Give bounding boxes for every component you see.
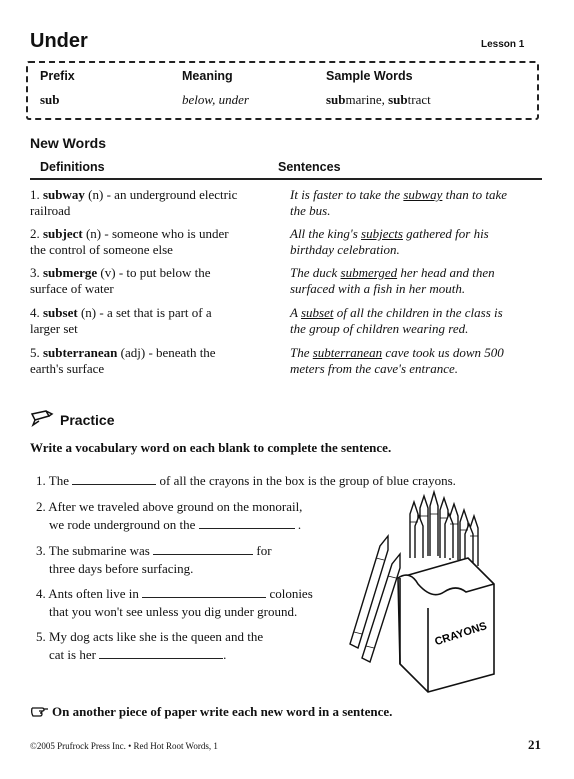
- practice-question: 4. Ants often live in colonies that you won't see unless you dig under ground.: [36, 586, 313, 619]
- practice-question: 1. The of all the crayons in the box is the group of blue crayons.: [36, 473, 456, 488]
- sample-separator: ,: [381, 92, 389, 107]
- sentence-item: It is faster to take the subway than to take the bus.: [290, 187, 508, 218]
- meaning-header: Meaning: [182, 69, 233, 83]
- definition-item: 5. subterranean (adj) - beneath the earth's surface: [30, 345, 216, 376]
- vocab-word: subway: [43, 187, 85, 202]
- new-words-heading: New Words: [30, 135, 106, 151]
- final-instruction: On another piece of paper write each new word in a sentence.: [52, 704, 393, 719]
- practice-heading: Practice: [60, 412, 115, 428]
- practice-question: 5. My dog acts like she is the queen and the cat is her .: [36, 629, 264, 662]
- practice-instruction: Write a vocabulary word on each blank to complete the sentence.: [30, 440, 392, 455]
- definitions-header: Definitions: [40, 160, 105, 174]
- vocab-word: subset: [43, 305, 78, 320]
- answer-blank[interactable]: [72, 472, 156, 485]
- meaning-value: below, under: [182, 92, 249, 107]
- answer-blank[interactable]: [142, 585, 266, 598]
- vocab-word: subject: [43, 226, 83, 241]
- prefix-header: Prefix: [40, 69, 75, 83]
- pointing-hand-icon: [30, 703, 50, 719]
- sample-word-prefix: sub: [326, 92, 346, 107]
- definition-item: 1. subway (n) - an underground electric railroad: [30, 187, 238, 218]
- vocab-word: subterranean: [43, 345, 118, 360]
- footer-copyright: ©2005 Prufrock Press Inc. • Red Hot Root Words, 1: [30, 741, 218, 751]
- sample-words-value: [326, 92, 431, 108]
- crayon-box-illustration: [348, 488, 498, 693]
- sample-word-rest: tract: [407, 92, 431, 107]
- definition-item: 4. subset (n) - a set that is part of a larger set: [30, 305, 212, 336]
- sample-word-prefix: sub: [388, 92, 408, 107]
- definition-item: 2. subject (n) - someone who is under the control of someone else: [30, 226, 229, 257]
- sample-word-rest: marine: [345, 92, 382, 107]
- lesson-label: Lesson 1: [481, 39, 525, 50]
- page-number: 21: [528, 737, 541, 752]
- answer-blank[interactable]: [199, 516, 295, 529]
- sentence-item: The subterranean cave took us down 500 meters from the cave's entrance.: [290, 345, 504, 376]
- sentence-item: All the king's subjects gathered for his birthday celebration.: [290, 226, 489, 257]
- sentences-header: Sentences: [278, 160, 341, 174]
- header-divider: [30, 178, 542, 180]
- prefix-table-box: [26, 61, 539, 120]
- prefix-value: sub: [40, 92, 60, 107]
- practice-question: 3. The submarine was for three days before surfacing.: [36, 543, 272, 576]
- definition-item: 3. submerge (v) - to put below the surface of water: [30, 265, 211, 296]
- sentence-item: A subset of all the children in the class is the group of children wearing red.: [290, 305, 503, 336]
- vocab-word: submerge: [43, 265, 98, 280]
- sentence-item: The duck submerged her head and then surfaced with a fish in her mouth.: [290, 265, 495, 296]
- sample-words-header: Sample Words: [326, 69, 413, 83]
- crayon-box-label: CRAYONS: [433, 620, 489, 649]
- answer-blank[interactable]: [153, 542, 253, 555]
- page-title: Under: [30, 30, 88, 52]
- answer-blank[interactable]: [99, 646, 223, 659]
- practice-question: 2. After we traveled above ground on the monorail, we rode underground on the .: [36, 499, 303, 532]
- pencil-icon: [30, 408, 54, 428]
